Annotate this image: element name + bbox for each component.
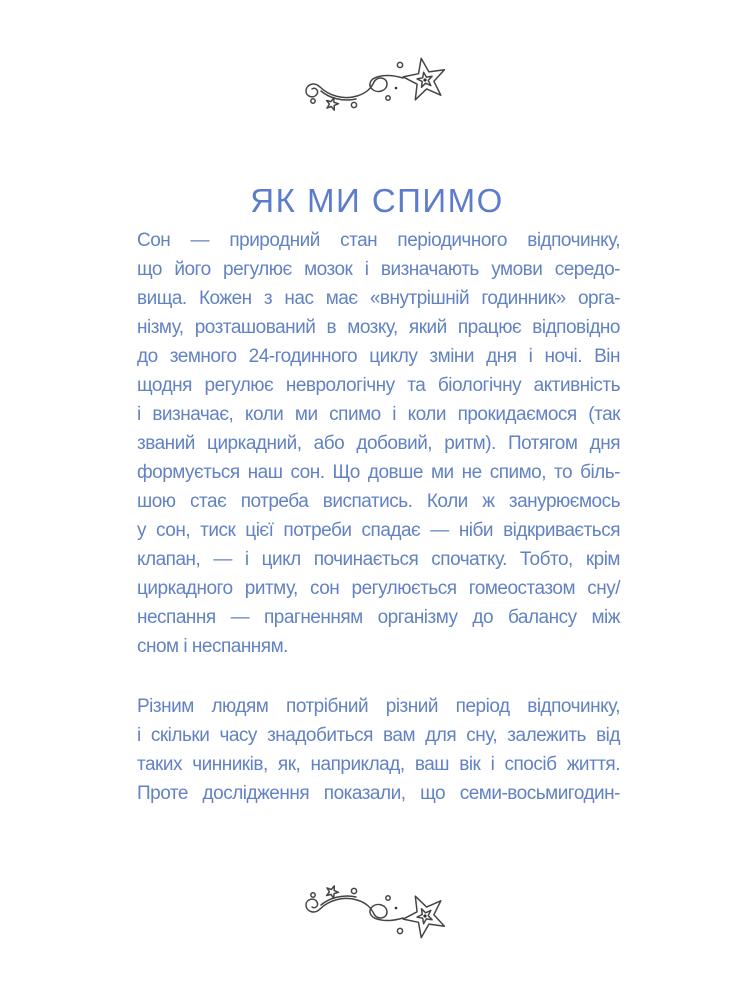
text-line: щодня регулює неврологічну та біологічну активність <box>137 375 620 396</box>
paragraph-1 <box>137 226 620 661</box>
text-line: Різним людям потрібний різний період відпочинку, <box>137 696 620 717</box>
text-line: таких чинників, як, наприклад, ваш вік і спосіб життя. <box>137 754 620 775</box>
text-line: формується наш сон. Що довше ми не спимо, то біль- <box>137 462 620 483</box>
chapter-title: ЯК МИ СПИМО <box>250 182 504 219</box>
text-line: вища. Кожен з нас має «внутрішній годинник» орга- <box>137 288 620 309</box>
body-text <box>137 226 620 808</box>
text-line: що його регулює мозок і визначають умови середо- <box>137 259 620 280</box>
paragraph-2 <box>137 692 620 808</box>
text-line: сном і неспанням. <box>137 636 288 657</box>
text-line: до земного 24-годинного циклу зміни дня і ночі. Він <box>137 346 620 367</box>
text-line: циркадного ритму, сон регулюється гомеостазом сну/ <box>137 578 620 599</box>
text-line: нізму, розташований в мозку, який працює відповідно <box>137 317 620 338</box>
text-line: Проте дослідження показали, що семи-восьмигодин- <box>137 783 620 804</box>
star-flourish-icon <box>299 52 459 114</box>
text-line: неспання — прагненням організму до балансу між <box>137 607 620 628</box>
text-line: і визначає, коли ми спимо і коли прокидаємося (так <box>137 404 620 425</box>
text-line: клапан, — і цикл починається спочатку. Тобто, крім <box>137 549 620 570</box>
text-line: званий циркадний, або добовий, ритм). Потягом дня <box>137 433 620 454</box>
text-line: у сон, тиск цієї потреби спадає — ніби відкривається <box>137 520 620 541</box>
text-line: шою стає потреба виспатись. Коли ж занурюємось <box>137 491 620 512</box>
star-flourish-mirrored-icon <box>299 882 459 944</box>
text-line: і скільки часу знадобиться вам для сну, залежить від <box>137 725 620 746</box>
text-line: Сон — природний стан періодичного відпочинку, <box>137 230 620 251</box>
